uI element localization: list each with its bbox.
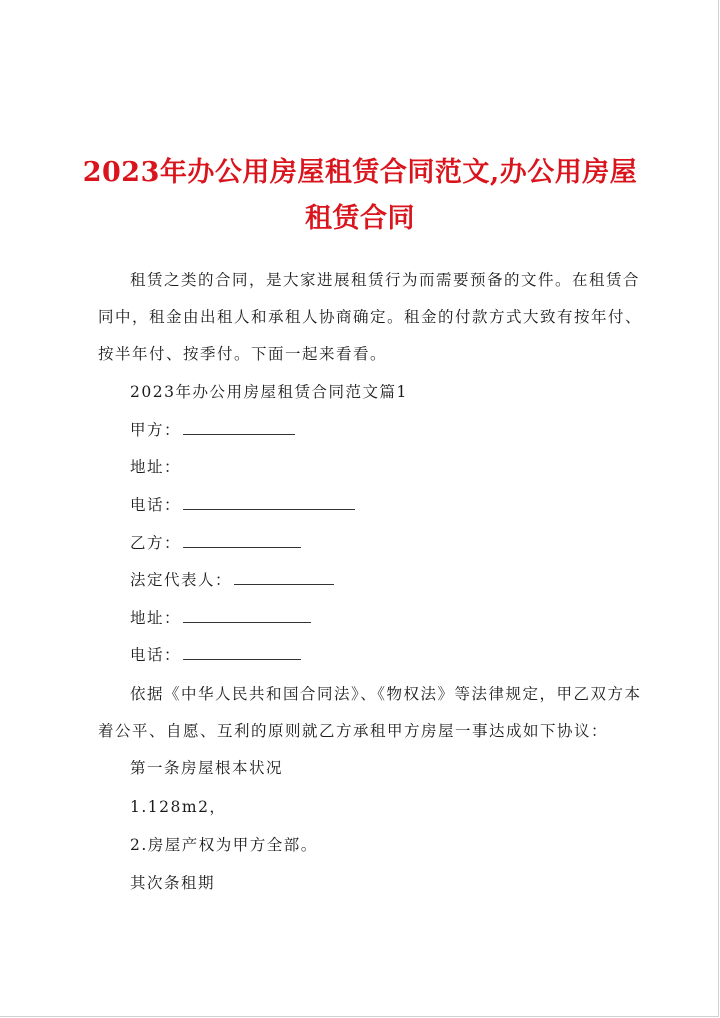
intro-line-1: 租赁之类的合同，是大家进展租赁行为而需要预备的文件。在租赁合 [130, 271, 641, 289]
document-title [80, 150, 640, 242]
party-b-label: 乙方： [130, 534, 182, 552]
basis-line-1: 依据《中华人民共和国合同法》、《物权法》等法律规定，甲乙双方本 [130, 685, 642, 703]
field-party-b [130, 531, 301, 555]
title-line-1: 2023年办公用房屋租赁合同范文,办公用房屋 [82, 157, 638, 188]
intro-line-3: 按半年付、按季付。下面一起来看看。 [98, 345, 388, 363]
field-phone-1 [130, 493, 355, 517]
basis-line-2: 着公平、自愿、互利的原则就乙方承租甲方房屋一事达成如下协议： [98, 722, 609, 740]
section-subtitle: 2023年办公用房屋租赁合同范文篇1 [130, 383, 408, 401]
party-b-blank [183, 533, 301, 548]
article-1-heading: 第一条房屋根本状况 [130, 759, 284, 777]
legal-rep-blank [234, 570, 334, 585]
title-line-2: 租赁合同 [305, 203, 415, 234]
field-phone-2 [130, 643, 301, 667]
address-2-blank [183, 608, 311, 623]
intro-line-2: 同中，租金由出租人和承租人协商确定。租金的付款方式大致有按年付、 [98, 308, 643, 326]
intro-paragraph [98, 262, 658, 373]
article-1-item-2: 2.房屋产权为甲方全部。 [130, 836, 318, 854]
address-2-label: 地址： [130, 609, 182, 627]
party-a-label: 甲方： [130, 421, 182, 439]
article-1-item-1: 1.128m2， [130, 798, 227, 816]
address-1-label: 地址： [130, 458, 182, 476]
field-legal-rep [130, 568, 334, 592]
phone-2-label: 电话： [130, 646, 182, 664]
basis-paragraph [98, 676, 658, 750]
phone-1-label: 电话： [130, 496, 182, 514]
article-2-heading: 其次条租期 [130, 874, 216, 892]
party-a-blank [183, 420, 295, 435]
field-party-a [130, 418, 295, 442]
phone-2-blank [183, 645, 301, 660]
field-address-1 [130, 455, 181, 479]
phone-1-blank [183, 495, 355, 510]
field-address-2 [130, 606, 311, 630]
legal-rep-label: 法定代表人： [130, 571, 233, 589]
